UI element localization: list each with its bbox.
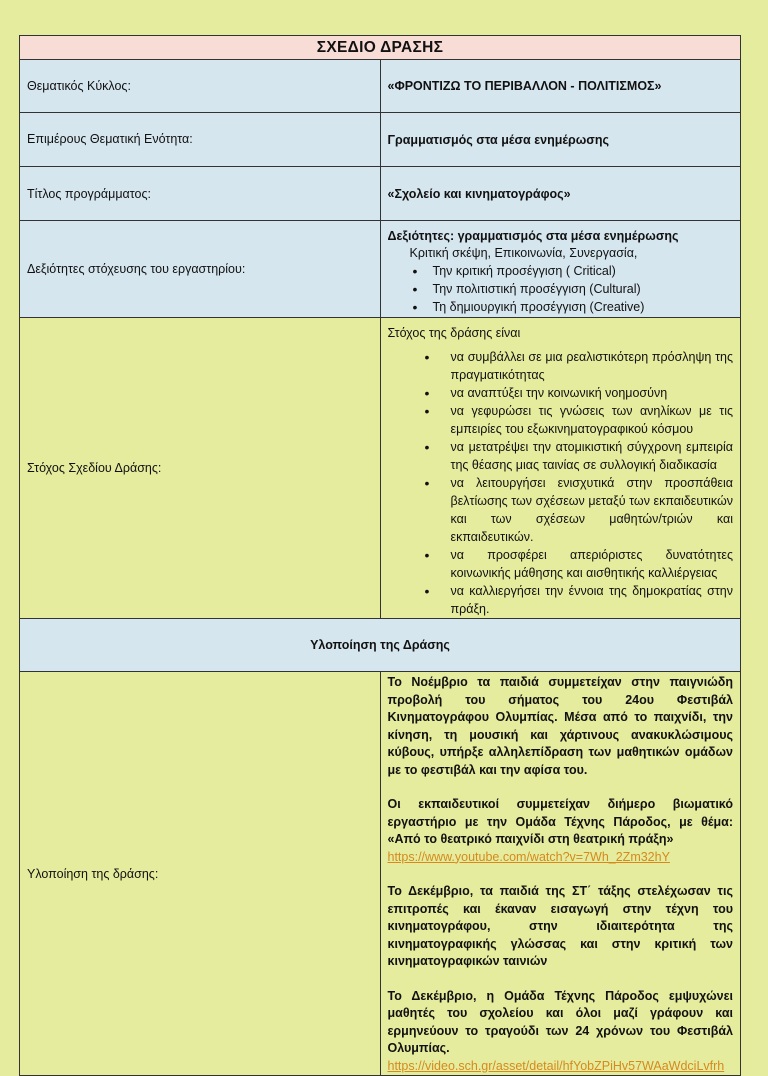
thematic-cycle-row bbox=[20, 60, 741, 113]
action-plan-document bbox=[19, 35, 741, 1076]
goal-intro: Στόχος της δράσης είναι bbox=[387, 326, 521, 340]
list-item: • να αναπτύξει την κοινωνική νοημοσύνη bbox=[451, 384, 734, 402]
implementation-row bbox=[20, 672, 741, 1076]
sub-unit-value: Γραμματισμός στα μέσα ενημέρωσης bbox=[380, 113, 741, 167]
list-item: • Την πολιτιστική προσέγγιση (Cultural) bbox=[433, 280, 734, 298]
list-item: • να συμβάλλει σε μια ρεαλιστικότερη πρόσληψη της πραγματικότητας bbox=[451, 348, 734, 384]
goal-label: Στόχος Σχεδίου Δράσης: bbox=[20, 318, 381, 619]
section-row bbox=[20, 619, 741, 672]
implementation-paragraph: Το Νοέμβριο τα παιδιά συμμετείχαν στην παιγνιώδη προβολή του σήματος του 24ου Φεστιβάλ Κινηματογράφου Ολυμπίας. Μέσα από το παιχνίδι, την κίνηση, τη μουσική και χάρτινους ανακυκλώσιμους κύβους, υπήρξε αλληλεπίδραση των μαθητικών ομάδων με το φεστιβάλ και την αφίσα του. bbox=[387, 675, 733, 777]
list-item: • Τη δημιουργική προσέγγιση (Creative) bbox=[433, 298, 734, 316]
title-row bbox=[20, 36, 741, 60]
goal-row bbox=[20, 318, 741, 619]
section-heading: Υλοποίηση της Δράσης bbox=[20, 619, 741, 672]
program-title-value: «Σχολείο και κινηματογράφος» bbox=[380, 167, 741, 221]
sub-unit-row bbox=[20, 113, 741, 167]
list-item: • να μετατρέψει την ατομικιστική σύγχρονη εμπειρία της θέασης μιας ταινίας σε συλλογική διαδικασία bbox=[451, 438, 734, 474]
list-item: • να γεφυρώσει τις γνώσεις των ανηλίκων με τις εμπειρίες του εξωκινηματογραφικού κόσμου bbox=[451, 402, 734, 438]
implementation-paragraph: Το Δεκέμβριο, τα παιδιά της ΣΤ΄ τάξης στελέχωσαν τις επιτροπές και έκαναν εισαγωγή στην τέχνη του κινηματογράφου, στην ιδιαιτερότητα της κινηματογραφικής γλώσσας και στην κριτική των κινηματογραφικών ταινιών bbox=[387, 884, 733, 968]
thematic-cycle-value: «ΦΡΟΝΤΙΖΩ ΤΟ ΠΕΡΙΒΑΛΛΟΝ - ΠΟΛΙΤΙΣΜΟΣ» bbox=[380, 60, 741, 113]
implementation-paragraph: Οι εκπαιδευτικοί συμμετείχαν διήμερο βιωματικό εργαστήριο με την Ομάδα Τέχνης Πάροδος, με θέμα: «Από το θεατρικό παιχνίδι στη θεατρική πράξη» bbox=[387, 797, 733, 846]
goal-value bbox=[380, 318, 741, 619]
sub-unit-label: Επιμέρους Θεματική Ενότητα: bbox=[20, 113, 381, 167]
skills-label: Δεξιότητες στόχευσης του εργαστηρίου: bbox=[20, 221, 381, 318]
skills-subheading: Κριτική σκέψη, Επικοινωνία, Συνεργασία, bbox=[409, 246, 638, 260]
youtube-link[interactable]: https://www.youtube.com/watch?v=7Wh_2Zm32hY bbox=[387, 849, 670, 864]
thematic-cycle-label: Θεματικός Κύκλος: bbox=[20, 60, 381, 113]
skills-row bbox=[20, 221, 741, 318]
implementation-paragraph: Το Δεκέμβριο, η Ομάδα Τέχνης Πάροδος εμψυχώνει μαθητές του σχολείου και όλοι μαζί γράφουν και ερμηνεύουν το τραγούδι των 24 χρόνων του Φεστιβάλ Ολυμπίας. bbox=[387, 988, 733, 1055]
skills-value bbox=[380, 221, 741, 318]
implementation-value bbox=[380, 672, 741, 1076]
plan-title: ΣΧΕΔΙΟ ΔΡΑΣΗΣ bbox=[20, 36, 741, 60]
action-plan-table bbox=[19, 35, 741, 1076]
list-item: • να λειτουργήσει ενισχυτικά στην προσπάθεια βελτίωσης των σχέσεων μεταξύ των εκπαιδευτικών και των σχέσεων μαθητών/τριών και εκπαιδευτικών. bbox=[451, 474, 734, 546]
program-title-label: Τίτλος προγράμματος: bbox=[20, 167, 381, 221]
list-item: • Την κριτική προσέγγιση ( Critical) bbox=[433, 262, 734, 280]
list-item: • να καλλιεργήσει την έννοια της δημοκρατίας στην πράξη. bbox=[451, 582, 734, 618]
list-item: • να προσφέρει απεριόριστες δυνατότητες κοινωνικής μάθησης και αισθητικής καλλιέργειας bbox=[451, 546, 734, 582]
program-title-row bbox=[20, 167, 741, 221]
skills-heading: Δεξιότητες: γραμματισμός στα μέσα ενημέρωσης bbox=[387, 229, 679, 243]
implementation-label: Υλοποίηση της δράσης: bbox=[20, 672, 381, 1076]
video-sch-link[interactable]: https://video.sch.gr/asset/detail/hfYobZPiHv57WAaWdciLvfrh bbox=[387, 1058, 725, 1073]
skills-list bbox=[388, 262, 734, 316]
goal-list bbox=[388, 348, 734, 618]
